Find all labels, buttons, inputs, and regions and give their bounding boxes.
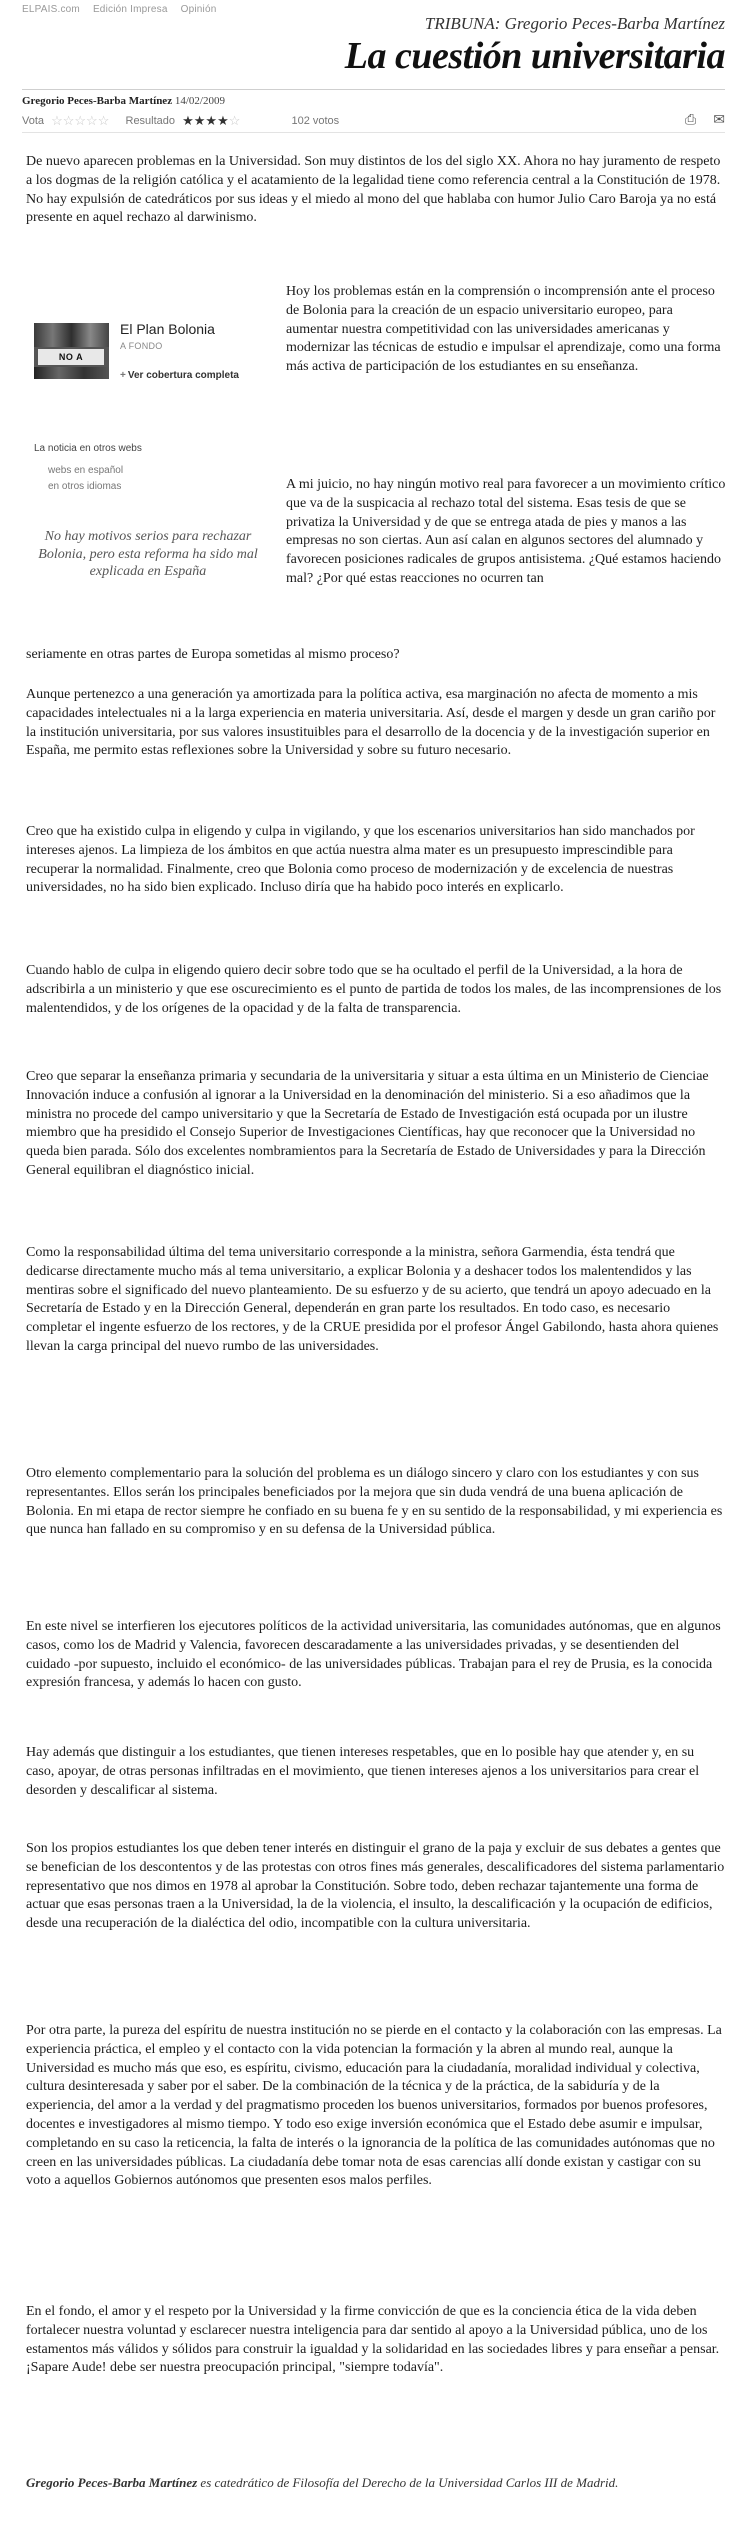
paragraph-4: Aunque pertenezco a una generación ya amortizada para la política activa, esa marginación no afecta de momento a mis capacidades intelectuales ni a la larga experiencia en materia universitaria. Así, desde el margen y desde un gran cariño por la institución universitaria, por sus valores insustituibles para el desarrollo de la docencia y de la investigación superior en España, me permito estas reflexiones sobre la Universidad y sobre su futuro necesario. — [26, 687, 716, 759]
section-label: TRIBUNA: Gregorio Peces-Barba Martínez — [424, 14, 725, 33]
top-navigation — [22, 4, 227, 15]
plan-bolonia-thumbnail[interactable] — [34, 323, 109, 379]
article-tools — [671, 111, 725, 128]
result-label: Resultado — [125, 115, 176, 127]
byline — [22, 89, 725, 107]
vote-count: 102 votos — [291, 115, 340, 127]
paragraph-11: Hay además que distinguir a los estudiantes, que tienen intereses respetables, que en lo posible hay que atender y, en su caso, apoyar, de otras personas infiltradas en el movimiento, que tienen intereses ajenos a los universitarios para crear el desorden y descalificar al sistema. — [26, 1745, 700, 1798]
paragraph-14: En el fondo, el amor y el respeto por la Universidad y la firme convicción de que es la conciencia ética de la vida deben fortalecer nuestra voluntad y esclarecer nuestra inteligencia para dar sentido al apoyo a la Universidad pública, uno de los estamentos más válidos y sólidos para construir la igualdad y la solidaridad en las sociedades libres y para enseñar a pensar. ¡Sapare Aude! debe ser nuestra preocupación principal, "siempre todavía". — [26, 2304, 720, 2376]
paragraph-5: Creo que ha existido culpa in eligendo y culpa in vigilando, y que los escenarios universitarios han sido manchados por intereses ajenos. La limpieza de los ámbitos en que actúa nuestra alma mater es un presupuesto imprescindible para recuperar la normalidad. Finalmente, creo que Bolonia como proceso de modernización y de excelencia de nuestras universidades, no ha sido bien explicado. Incluso diría que ha habido poco interés en explicarlo. — [26, 824, 695, 896]
author-note — [26, 2474, 726, 2491]
result-stars-filled: ★★★★ — [182, 113, 229, 128]
paragraph-12: Son los propios estudiantes los que deben tener interés en distinguir el grano de la paja y excluir de sus debates a gentes que se benefician de los descontentos y de las protestas con otros fines más generales, descalificadores del sistema parlamentario representativo que nos dimos en 1978 al aprobar la Constitución. Sobre todo, deben rechazar tajantemente una forma de actuar que esas personas traen a la Universidad, la de la violencia, el insulto, la descalificación y la ocupación de edificios, desde una recuperación de la dialéctica del odio, incompatible con la cultura universitaria. — [26, 1841, 725, 1932]
paragraph-10: En este nivel se interfieren los ejecutores políticos de la actividad universitaria, las comunidades autónomas, que en algunos casos, como los de Madrid y Valencia, favorecen descaradamente a las universidades privadas, y se desentienden del cuidado -por supuesto, incluido el económico- de las universidades públicas. Trabajan para el rey de Prusia, es la conocida expresión francesa, y además lo hacen con gusto. — [26, 1619, 721, 1691]
rating-bar — [22, 113, 725, 129]
nav-link-opinion[interactable]: Opinión — [180, 4, 217, 15]
sidebar-title[interactable]: El Plan Bolonia — [120, 321, 215, 337]
plus-icon: + — [120, 370, 126, 381]
author-note-text: es catedrático de Filosofía del Derecho de la Universidad Carlos III de Madrid. — [197, 2475, 619, 2490]
rating-divider — [22, 132, 725, 133]
paragraph-7: Creo que separar la enseñanza primaria y secundaria de la universitaria y situar a esta última en un Ministerio de Cienciae Innovación induce a confusión al ignorar a la Universidad en la denominación del ministerio. Si a eso añadimos que la ministra no procede del campo universitario y que la Secretaría de Estado de Investigación está ocupada por un ilustre miembro que ha presidido el Consejo Superior de Investigaciones Científicas, hay que reconocer que la Universidad no queda bien parada. Sólo dos excelentes nombramientos para la Secretaría de Estado de Universidades y para la Dirección General equilibran el diagnóstico inicial. — [26, 1069, 709, 1178]
paragraph-2: Hoy los problemas están en la comprensión o incomprensión ante el proceso de Bolonia para la creación de un espacio universitario europeo, para aumentar nuestra competitividad con las universidades americanas y modernizar las técnicas de estudio e impulsar el aprendizaje, como una forma más activa de participación de los estudiantes en su enseñanza. — [286, 284, 721, 375]
paragraph-6: Cuando hablo de culpa in eligendo quiero decir sobre todo que se ha ocultado el perfil de la Universidad, a la hora de adscribirla a un ministerio y que ese oscurecimiento es el punto de partida de todos los males, de las incomprensiones de los malentendidos, y de los orígenes de la opacidad y de la falta de transparencia. — [26, 963, 722, 1016]
sidebar-subtitle: A FONDO — [120, 341, 163, 351]
paragraph-13: Por otra parte, la pureza del espíritu de nuestra institución no se pierde en el contacto y la colaboración con las empresas. La experiencia práctica, el empleo y el contacto con la vida potencian la formación y la abren al mundo real, aunque la Universidad es mucho más que eso, es espíritu, civismo, educación para la ciudadanía, moralidad individual y colectiva, cultura desinteresada y saber por el saber. De la combinación de la técnica y de la práctica, de la sabiduría y de la experiencia, del amor a la verdad y del pragmatismo proceden los buenos universitarios, formados por buenos profesores, docentes e investigadores al mismo tiempo. Y todo eso exige inversión económica que el Estado debe asumir e impulsar, completando en su caso la reticencia, la falta de interés o la ignorancia de la política de las comunidades autónomas que no creen en las universidades públicas. La ciudadanía debe tomar nota de esas carencias allí donde existan y castigar con su voto a aquellos Gobiernos autónomos que presenten esos malos perfiles. — [26, 2023, 722, 2189]
full-coverage-link-label: Ver cobertura completa — [127, 370, 239, 381]
nav-link-home[interactable]: ELPAIS.com — [22, 4, 80, 15]
result-stars — [182, 113, 240, 128]
other-webs-heading: La noticia en otros webs — [34, 443, 142, 454]
byline-author: Gregorio Peces-Barba Martínez — [22, 95, 173, 107]
full-coverage-link[interactable] — [120, 370, 239, 381]
pull-quote: No hay motivos serios para rechazar Bolonia, pero esta reforma ha sido mal explicada en España — [38, 529, 258, 580]
paragraph-1: De nuevo aparecen problemas en la Universidad. Son muy distintos de los del siglo XX. Ahora no hay juramento de respeto a los dogmas de la religión católica y el acatamiento de la legalidad tiene como referencia central a la Constitución de 1978. No hay expulsión de catedráticos por sus ideas y el miedo al mono del que hablaba con humor Julio Caro Baroja ya no está presente en aquel rechazo al darwinismo. — [26, 154, 721, 226]
byline-date: 14/02/2009 — [174, 95, 225, 107]
paragraph-8: Como la responsabilidad última del tema universitario corresponde a la ministra, señora Garmendia, ésta tendrá que dedicarse directamente mucho más al tema universitario, a explicar Bolonia y a deshacer todos los malentendidos y las mentiras sobre el significado del nuevo planteamiento. De su esfuerzo y de su acierto, que tendrá un apoyo adecuado en la Secretaría de Estado y en la Dirección General, dependerán en gran parte los resultados. En todo caso, es necesario completar el ingente esfuerzo de los rectores, y de la CRUE presidida por el profesor Ángel Gabilondo, hasta ahora quienes llevan la carga principal del nuevo rumbo de las universidades. — [26, 1245, 719, 1354]
other-webs-other-languages-link[interactable]: en otros idiomas — [48, 481, 122, 492]
vote-label: Vota — [22, 115, 45, 127]
nav-link-print-edition[interactable]: Edición Impresa — [92, 4, 168, 15]
email-icon[interactable]: ✉ — [713, 111, 725, 127]
photo-banner-text: NO A — [38, 349, 104, 365]
article-title: La cuestión universitaria — [344, 35, 725, 77]
paragraph-3: A mi juicio, no hay ningún motivo real para favorecer a un movimiento crítico que va de la suspicacia al rechazo total del sistema. Esas tesis de que se privatiza la Universidad y de que se entrega atada de pies y manos a las empresas no son ciertas. Aun así calan en algunos sectores del alumnado y favorecen posiciones radicales de grupos antisistema. ¿Qué estamos haciendo mal? ¿Por qué estas reacciones no ocurren tan — [286, 477, 726, 586]
paragraph-9: Otro elemento complementario para la solución del problema es un diálogo sincero y claro con los estudiantes y con sus representantes. Ellos serán los principales beneficiados por la mejora que sin duda vendrá de una buena aplicación de Bolonia. En mi etapa de rector siempre he confiado en su buena fe y en su sentido de la responsabilidad, y mi experiencia es que nunca han fallado en su compromiso y en su defensa de la Universidad pública. — [26, 1466, 723, 1538]
printer-icon[interactable]: ⎙ — [685, 111, 697, 127]
other-webs-spanish-link[interactable]: webs en español — [48, 465, 124, 476]
paragraph-3-continued: seriamente en otras partes de Europa sometidas al mismo proceso? — [26, 647, 400, 662]
result-stars-empty: ☆ — [228, 113, 241, 128]
author-note-name: Gregorio Peces-Barba Martínez — [26, 2475, 198, 2490]
vote-stars[interactable]: ☆☆☆☆☆ — [51, 113, 110, 128]
